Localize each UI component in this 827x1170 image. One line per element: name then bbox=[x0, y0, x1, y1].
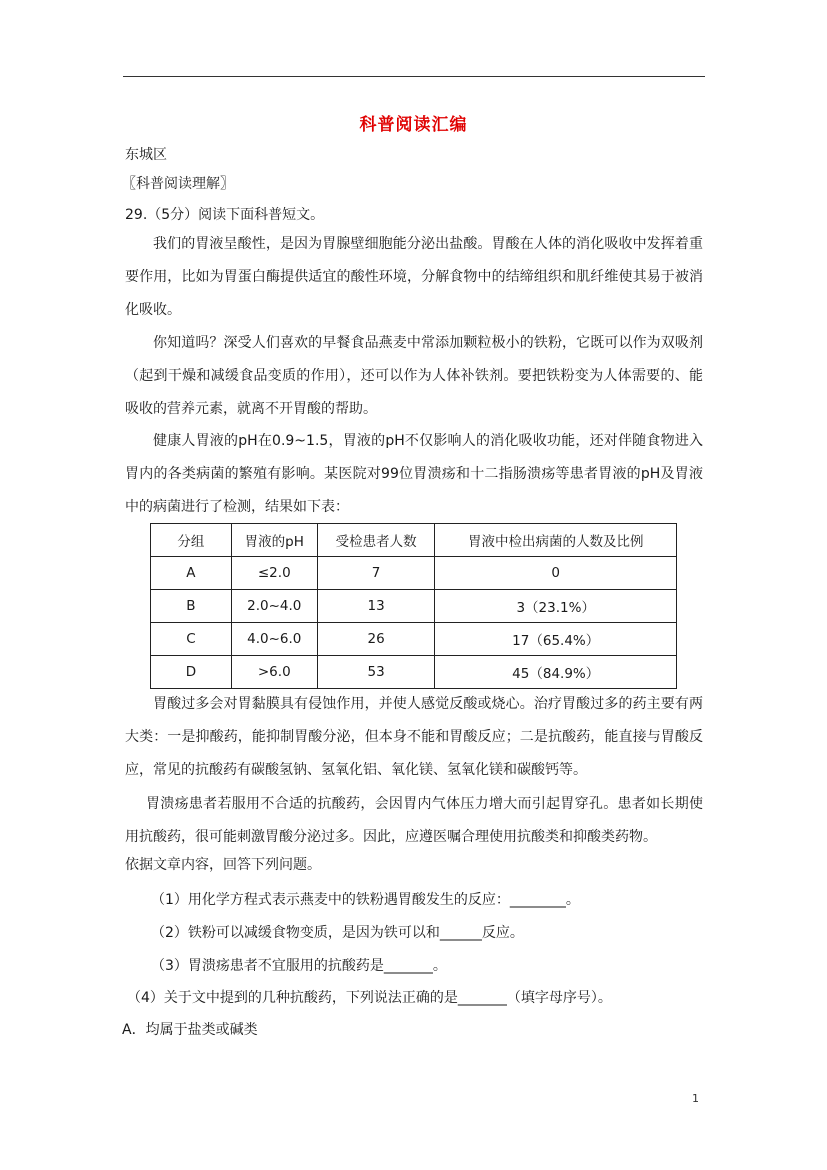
header-rule bbox=[123, 76, 705, 77]
page-title: 科普阅读汇编 bbox=[359, 115, 468, 135]
table-row bbox=[151, 590, 677, 623]
table-header-cell: 胃液的pH bbox=[231, 524, 317, 557]
table-cell: A bbox=[151, 557, 232, 590]
question-2: （2）铁粉可以减缓食物变质，是因为铁可以和______反应。 bbox=[151, 925, 524, 941]
results-table bbox=[150, 523, 677, 689]
section-label: 〖科普阅读理解〗 bbox=[122, 176, 234, 192]
table-cell: ≤2.0 bbox=[231, 557, 317, 590]
table-cell: 7 bbox=[317, 557, 435, 590]
table-cell: C bbox=[151, 623, 232, 656]
paragraph-4: 胃酸过多会对胃黏膜具有侵蚀作用，并使人感觉反酸或烧心。治疗胃酸过多的药主要有两大类：一是抑酸药，能抑制胃酸分泌，但本身不能和胃酸反应；二是抗酸药，能直接与胃酸反应，常见的抗酸药有碳酸氢钠、氢氧化铝、氧化镁、氢氧化镁和碳酸钙等。 bbox=[125, 696, 703, 778]
table-row bbox=[151, 557, 677, 590]
instruction-text: 依据文章内容，回答下列问题。 bbox=[125, 857, 321, 873]
table-cell: 2.0~4.0 bbox=[231, 590, 317, 623]
option-a: A．均属于盐类或碱类 bbox=[122, 1022, 258, 1038]
table-cell: 3（23.1%） bbox=[435, 590, 677, 623]
table-header-row bbox=[151, 524, 677, 557]
paragraph-3: 健康人胃液的pH在0.9~1.5，胃液的pH不仅影响人的消化吸收功能，还对伴随食物进入胃内的各类病菌的繁殖有影响。某医院对99位胃溃疡和十二指肠溃疡等患者胃液的pH及胃液中的病菌进行了检测，结果如下表： bbox=[125, 433, 703, 515]
table-row bbox=[151, 656, 677, 689]
table-cell: 53 bbox=[317, 656, 435, 689]
table-cell: >6.0 bbox=[231, 656, 317, 689]
table-cell: 26 bbox=[317, 623, 435, 656]
question-3: （3）胃溃疡患者不宜服用的抗酸药是_______。 bbox=[151, 958, 447, 974]
table-cell: 13 bbox=[317, 590, 435, 623]
question-intro: 29.（5分）阅读下面科普短文。 bbox=[125, 207, 325, 223]
table-cell: 45（84.9%） bbox=[435, 656, 677, 689]
table-header-cell: 受检患者人数 bbox=[317, 524, 435, 557]
table-cell: 4.0~6.0 bbox=[231, 623, 317, 656]
paragraph-1: 我们的胃液呈酸性，是因为胃腺壁细胞能分泌出盐酸。胃酸在人体的消化吸收中发挥着重要作用，比如为胃蛋白酶提供适宜的酸性环境，分解食物中的结缔组织和肌纤维使其易于被消化吸收。 bbox=[125, 236, 703, 318]
paragraph-2: 你知道吗？深受人们喜欢的早餐食品燕麦中常添加颗粒极小的铁粉，它既可以作为双吸剂（起到干燥和减缓食品变质的作用），还可以作为人体补铁剂。要把铁粉变为人体需要的、能吸收的营养元素，就离不开胃酸的帮助。 bbox=[125, 335, 703, 417]
district-label: 东城区 bbox=[125, 147, 167, 163]
table-header-cell: 胃液中检出病菌的人数及比例 bbox=[435, 524, 677, 557]
table-cell: 17（65.4%） bbox=[435, 623, 677, 656]
table-cell: B bbox=[151, 590, 232, 623]
table-cell: D bbox=[151, 656, 232, 689]
table-row bbox=[151, 623, 677, 656]
paragraph-5: 胃溃疡患者若服用不合适的抗酸药，会因胃内气体压力增大而引起胃穿孔。患者如长期使用抗酸药，很可能刺激胃酸分泌过多。因此，应遵医嘱合理使用抗酸类和抑酸类药物。 bbox=[125, 796, 703, 845]
table-cell: 0 bbox=[435, 557, 677, 590]
page-number: 1 bbox=[692, 1092, 699, 1105]
question-1: （1）用化学方程式表示燕麦中的铁粉遇胃酸发生的反应：________。 bbox=[151, 892, 580, 908]
table-header-cell: 分组 bbox=[151, 524, 232, 557]
question-4: （4）关于文中提到的几种抗酸药，下列说法正确的是_______（填字母序号）。 bbox=[127, 990, 612, 1006]
